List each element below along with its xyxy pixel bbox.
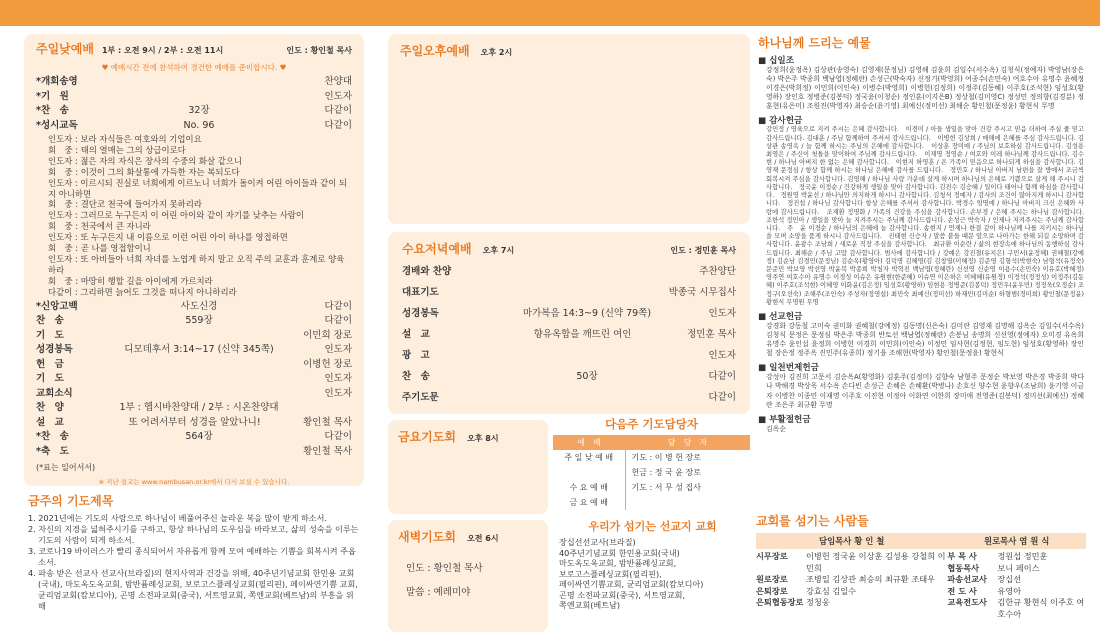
order-label: 기 도 — [36, 329, 64, 341]
dawn-leader: 인도 : 황인철 목사 — [406, 563, 483, 574]
prayer-list — [28, 513, 360, 612]
prayer-item: 1. 2021년에는 기도의 사람으로 하나님이 베풀어주신 놀라운 복을 많이 받게 하소서. — [28, 513, 327, 523]
order-row — [402, 324, 736, 345]
order-row — [36, 445, 352, 460]
order-content: 사도신경 — [180, 300, 218, 312]
order-row — [36, 358, 352, 373]
afternoon-title: 주일오후예배 — [400, 44, 470, 58]
order-label: 찬 송 — [36, 315, 64, 327]
order-person: 인도자 — [324, 373, 352, 385]
next-person: 기도 : 서 무 성 집사 — [631, 483, 702, 492]
next-week-prayer — [553, 416, 750, 510]
friday-prayer-panel — [388, 420, 548, 514]
order-label: 설 교 — [36, 416, 64, 428]
order-person: 이민희 장로 — [303, 329, 352, 341]
order-row — [402, 303, 736, 324]
order-row — [36, 75, 352, 90]
order-label: 대표기도 — [402, 287, 439, 298]
mission-line: 곤명 소전파교회(중국), 서트영교회, — [559, 589, 686, 600]
reading-line: 회 중 : 이것이 그의 화살통에 가득한 자는 복되도다 — [48, 166, 240, 177]
order-row — [36, 300, 352, 315]
servant-role: 은퇴장로 — [756, 585, 788, 596]
offering-name — [758, 54, 1084, 66]
next-service: 수 요 예 배 — [553, 480, 625, 495]
order-person: 다같이 — [708, 392, 736, 403]
missions — [555, 518, 750, 611]
sermon-archive-note: ※ 지난 설교는 www.nambusan.or.kr에서 다시 보실 수 있습니다. — [98, 478, 290, 487]
wednesday-time: 오후 7시 — [482, 246, 515, 255]
next-col-service: 예 배 — [577, 438, 601, 447]
order-person: 황인철 목사 — [303, 416, 352, 428]
reading-line: 회 중 : 태의 열매는 그의 상급이로다 — [48, 144, 186, 155]
prayer-topics — [28, 492, 360, 612]
friday-title: 금요기도회 — [398, 430, 456, 444]
next-row — [553, 465, 750, 480]
pastors-list — [947, 551, 1086, 620]
afternoon-worship-panel — [388, 34, 750, 224]
reading-line: 인도자 : 그러므로 누구든지 이 어린 아이와 같이 자기를 낮추는 사람이 — [48, 210, 304, 221]
order-label: *개회송영 — [36, 76, 78, 87]
order-label: 찬 양 — [36, 402, 64, 414]
order-row — [36, 314, 352, 329]
order-row — [402, 366, 736, 387]
order-label: *찬 송 — [36, 105, 69, 116]
mission-line: 40주년기념교회 한민용교회(국내) — [559, 547, 680, 558]
order-row — [36, 430, 352, 445]
top-banner — [0, 0, 1100, 26]
senior-pastor: 담임목사 황 인 철 — [819, 536, 885, 546]
wednesday-order-list — [402, 261, 736, 408]
order-row — [36, 387, 352, 402]
mission-line: 쪽엔교회(베트남) — [559, 600, 621, 610]
wednesday-title: 수요저녁예배 — [402, 242, 472, 256]
order-person: 찬양대 — [324, 76, 352, 87]
reading-line: 인도자 : 이르시되 진실로 너희에게 이르노니 너희가 돌이켜 어린 아이들과 같이 되지 아니하면 — [48, 177, 348, 199]
servant-role: 협동목사 — [947, 562, 980, 573]
reading-line: 인도자 : 또 아비들아 너희 자녀를 노엽게 하지 말고 오직 주의 교훈과 훈계로 양육하라 — [48, 253, 345, 275]
morning-order-list-2 — [36, 300, 352, 460]
servant-names: 정청웅 — [806, 597, 830, 607]
servant-row — [756, 574, 947, 586]
servant-names: 조병일 김상관 최승의 최규환 조태우 — [806, 574, 936, 584]
footnote: (*표는 일어서서) — [36, 463, 96, 473]
servant-names: 강효심 김일수 — [806, 585, 857, 596]
next-service — [553, 465, 625, 480]
order-row — [402, 345, 736, 366]
order-person: 다같이 — [324, 431, 352, 443]
order-row — [402, 282, 736, 303]
reading-line: 회 중 : 결단코 천국에 들어가지 못하리라 — [48, 199, 202, 210]
reading-line: 회 중 : 곧 나를 영접함이니 — [48, 243, 151, 254]
mission-line: 마도옥도옥교회, 밤반퓸례싱교회, — [559, 558, 677, 568]
order-row — [36, 329, 352, 344]
offering-section — [758, 361, 1084, 409]
order-content: No. 96 — [183, 119, 215, 131]
mission-line: 보로고스플레싱교회(필리핀), — [559, 568, 662, 579]
order-label: 헌 금 — [36, 358, 64, 370]
servant-names: 유영아 — [997, 585, 1022, 596]
order-label: 주기도문 — [402, 392, 439, 403]
mission-line: 장십선선교사(브라질) — [559, 537, 636, 547]
order-row — [36, 343, 352, 358]
dawn-word: 말씀 : 예레미야 — [406, 587, 471, 598]
servant-names: 장십선 — [997, 574, 1022, 584]
next-table — [553, 435, 750, 510]
offering-names: 김옥순 — [766, 424, 786, 433]
servant-row — [947, 563, 1086, 575]
order-label: 성경봉독 — [402, 308, 439, 319]
order-label: 교회소식 — [36, 387, 73, 399]
friday-time: 오후 8시 — [467, 434, 499, 443]
missions-list — [555, 537, 750, 611]
servant-role: 교육전도사 — [947, 597, 987, 607]
order-person: 황인철 목사 — [303, 445, 352, 457]
offering-name — [758, 361, 1084, 373]
servant-names: 이병헌 정국윤 이상훈 김성용 강철희 이민희 — [806, 551, 946, 573]
offering-sections — [758, 54, 1091, 434]
order-label: *성시교독 — [36, 119, 78, 131]
church-servants — [756, 512, 1086, 620]
order-label: 성경봉독 — [36, 344, 73, 356]
offering-label: 일천번제헌금 — [769, 363, 819, 374]
responsive-reading — [36, 134, 352, 298]
order-row — [36, 104, 352, 119]
reading-line: 인도자 : 보라 자식들은 여호와의 기업이요 — [48, 134, 202, 144]
next-person — [625, 495, 750, 510]
offering-name — [758, 413, 1084, 425]
servant-role: 원로장로 — [756, 574, 788, 584]
order-label: 경배와 찬양 — [402, 266, 452, 277]
order-person: 정민훈 목사 — [687, 329, 736, 340]
reading-line: 인도자 : 또 누구든지 내 이름으로 이런 어린 아이 하나를 영접하면 — [48, 232, 288, 243]
next-person: 헌금 : 정 국 윤 장로 — [631, 468, 702, 477]
offering-section — [758, 114, 1091, 306]
order-label: 설 교 — [402, 329, 430, 340]
order-person: 다같이 — [708, 371, 736, 382]
servant-role: 전 도 사 — [947, 585, 977, 596]
order-person: 다같이 — [324, 105, 352, 116]
order-content: 1부 : 헵시바찬양대 / 2부 : 시온찬양대 — [119, 402, 279, 414]
order-person: 박종국 시무집사 — [668, 287, 736, 298]
order-label: *기 원 — [36, 90, 69, 102]
wednesday-leader: 인도 : 정민훈 목사 — [670, 246, 736, 255]
morning-leader: 인도 : 황인철 목사 — [286, 46, 352, 55]
order-content: 또 어려서부터 성경을 알았나니! — [128, 416, 261, 428]
bullet-icon: ■ — [758, 116, 770, 127]
order-row — [402, 261, 736, 282]
order-row — [36, 416, 352, 431]
order-content: 마가복음 14:3~9 (신약 79쪽) — [522, 308, 652, 319]
servant-role: 파송선교사 — [947, 574, 987, 584]
order-label: *축 도 — [36, 445, 69, 457]
order-content: 32장 — [188, 105, 210, 116]
next-row — [553, 480, 750, 495]
offering-name — [758, 114, 1084, 126]
order-row — [36, 372, 352, 387]
order-row — [36, 119, 352, 134]
order-person: 이병헌 장로 — [303, 358, 352, 370]
servant-row — [756, 597, 947, 609]
offering-section — [758, 310, 1084, 358]
order-label: 기 도 — [36, 373, 64, 385]
prayer-item: 4. 파송 받은 선교사 선교사(브라질)의 현지사역과 건강을 위해, 40주년기념교회 한민용 교회(국내), 마도옥도옥교회, 밤반퓸례싱교회, 보로고스플레싱교회(필리핀), 페이싸연기쁨 교회, 균리엄교회(캄보디아), 곤명 소전파교회(중국), 서트영교회, 쪽엔교회(베트남)의 부흥을 위해 — [28, 568, 358, 611]
order-person: 주찬양단 — [699, 266, 736, 277]
offerings — [758, 34, 1091, 437]
offering-section — [758, 54, 1084, 111]
offering-label: 십일조 — [769, 56, 795, 66]
order-content: 향유옥합을 깨뜨린 여인 — [533, 329, 632, 340]
servant-names: 김한규 황현식 이주호 여호수아 — [997, 597, 1085, 619]
order-content: 559장 — [185, 315, 213, 327]
servant-role: 은퇴협동장로 — [756, 597, 804, 607]
servant-role: 시무장로 — [756, 551, 788, 561]
offering-names: 강성아 김진희 고문서 김순옥A(황영화) 김훈주(김정미) 김향숙 남형주 문정순 박보영 박은경 박종희 박다나 박해경 박상욱 서수옥 손다빈 손성근 손혜은 손혜환(박병나) 손호신 양수현 윤향우(조남희) 윤기영 이금자 이병찬 이종민 이재명 이주호 이진현 이정아 이화연 이한희 장미애 전영준(김봉덕) 정미선(최예신) 정혜란 조은주 최규환 무명 — [766, 373, 1084, 409]
wednesday-worship-panel — [388, 232, 750, 414]
servant-row — [947, 597, 1086, 620]
offerings-title: 하나님께 드리는 예물 — [758, 36, 871, 50]
next-row — [553, 450, 750, 465]
emeritus-pastor: 원로목사 염 원 식 — [983, 536, 1050, 546]
reading-line: 회 중 : 천국에서 큰 자니라 — [48, 221, 151, 232]
reading-line: 회 중 : 마땅히 행할 길을 아이에게 가르치라 — [48, 275, 213, 286]
prayer-title: 금주의 기도제목 — [28, 494, 114, 508]
next-service: 금 요 예 배 — [553, 495, 625, 510]
offering-names: 강경화 강동철 고미숙 권미화 권혜철(강예정) 김동명(신은숙) 김미란 김영재 김명해 김옥순 김일수(서수옥) 김청식 문정은 문정심 박은주 박종희 반토선 백남엽(정혜란) 손봉님 송명희 신선영(정예자) 오미경 유옥희 유명수 윤인섭 윤정희 이병헌 이경희 이민희(이인숙) 이정민 임사현(김정현, 임도현) 임성호(황영하) 장인철 장은정 정주옥 진민주(유종희) 정기융 조해현(박영자) 황인철(문정윤) 황현식 — [766, 321, 1084, 358]
dawn-title: 새벽기도회 — [398, 530, 456, 544]
bullet-icon: ■ — [758, 311, 770, 322]
servant-row — [756, 586, 947, 598]
servant-row — [756, 551, 947, 574]
order-content: 50장 — [576, 371, 598, 382]
order-person: 다같이 — [324, 315, 352, 327]
bullet-icon: ■ — [758, 414, 770, 425]
order-row — [36, 90, 352, 105]
morning-title: 주일낮예배 — [36, 42, 94, 56]
offering-label: 부활절헌금 — [769, 414, 811, 425]
order-person: 인도자 — [708, 308, 736, 319]
order-label: 광 고 — [402, 350, 430, 361]
missions-title: 우리가 섬기는 선교지 교회 — [588, 520, 717, 533]
next-col-person: 담 당 자 — [667, 438, 708, 447]
morning-times: 1부 : 오전 9시 / 2부 : 오전 11시 — [101, 46, 224, 55]
prayer-item: 2. 자신의 지경을 넓혀주시기를 구하고, 항상 하나님의 도우심을 바라보고, 삶의 성숙을 이루는 기도의 사람이 되게 하소서. — [28, 524, 359, 545]
servants-title: 교회를 섬기는 사람들 — [756, 514, 869, 528]
order-person: 다같이 — [324, 119, 352, 131]
servant-row — [947, 574, 1086, 586]
bullet-icon: ■ — [758, 56, 770, 66]
dawn-time: 오전 6시 — [467, 534, 499, 543]
morning-notice: ♥ 예배시간 전에 참석하여 경건한 예배를 준비합시다. ♥ — [101, 63, 287, 72]
next-row — [553, 495, 750, 510]
order-row — [36, 401, 352, 416]
servant-role: 부 목 사 — [947, 551, 977, 561]
offering-names: 강정희(윤정옥) 김상관(송영숙) 김영재(문정님) 김영해 김윤희 김일수(서수옥) 김청식(정예자) 박영남(장은숙) 박은주 박종희 백남엽(정혜란) 손성근(박숙자) 신정기(박영희) 여종수(손민숙) 여호수아 유명수 윤혜정 이경은(박희정) 이민희(이인숙) 이병수(박영희) 이병헌(김정희) 이정주(김동혜) 이주호(조석현) 임성호(황영하) 장인호 정병준(김봉덕) 정국윤(이청순) 정인훈(이지은B) 정상철(김미영C) 정성민 정의향(김경분) 정훈현(유은미) 조원진(박영자) 최승순(윤기영) 최예신(정미선) 최해순 황인철(문정윤) 황현식 무명 — [766, 66, 1084, 111]
servant-row — [947, 586, 1086, 598]
order-label: 찬 송 — [402, 371, 430, 382]
servant-names: 정원섭 정민훈 — [997, 551, 1048, 561]
reading-line: 다같이 : 그리하면 늙어도 그것을 떠나지 아니하리라 — [48, 286, 237, 297]
mission-line: 페이싸연기쁨교회, 균리엄교회(캄보디아) — [559, 579, 704, 589]
morning-worship-panel — [24, 34, 364, 486]
offering-label: 감사헌금 — [769, 116, 803, 127]
dawn-prayer-panel — [388, 520, 548, 632]
order-person: 인도자 — [324, 344, 352, 356]
next-service: 주 일 낮 예 배 — [553, 450, 625, 465]
afternoon-time: 오후 2시 — [480, 48, 513, 57]
order-content: 디모데후서 3:14~17 (신약 345쪽) — [124, 344, 274, 356]
offering-names: 강민정 / 영육으로 지켜 주시는 은혜 감사합니다. 이경미 / 아들 생일을 맞아 건강 주시고 믿음 더하여 주실 줄 믿고 감사드립니다. 김대훈 / 주님 함께하여 주셔서 감사드립니다. 이병헌 김상희 / 매해에 은혜를 주심 감사드립니다. 김상관 송영옥 / 늘 함께 하시는 주님의 은혜에 감사합니다. 이상훈 장미애 / 주님의 보호하심 감사드립니다. 김성용 최영은 / 주신이 첫돌을 맞이하여 주님께 감사드립니다. 이재명 정영순 / 여호와 이레 하나님께 감사드립니다. 김수현 / 하나님 아버지 한 없는 은혜 감사합니다. 이현지 하영훈 / 온 가족이 믿음으로 하나되게 하심을 감사합니다. 김영재 문정심 / 항상 함께 하시는 하나님 은혜에 감사를 드립니다. 정민호 / 하나님 아버지 남편을 잘 방에서 조금씩 회복시켜 주심을 감사합니다. 김영해 / 하나님 사랑 가운데 살게 하시며 하나님의 은혜로 기쁨으로 살게 해 주시니 감사합니다. 정국윤 이정순 / 건강하게 생일을 맞아 감사합니다. 김진수 김승혜 / 일이다 태어나 함께 하심을 감사합니다. 정원영 박윤선 / 하나님만 의지하게 하시니 감사합니다. 김청식 정예자 / 감사의 조건이 많아지게 하시니 감사합니다. 정진섭 / 하나님 감사합니다 항상 은혜를 주셔서 감사합니다. 박경수 임명애 / 하나님 아버지 크신 은혜와 사랑에 감사드립니다. 조재환 정명화 / 가족의 건강을 주심을 감사합니다. 손부경 / 은혜 주시는 하나님 감사합니다. 조한석 정민아 / 생일을 맞아 늘 지켜주시는 주님께 감사드립니다. 손성근 박숙자 / 인제나 지켜주시는 주님께 감사합니다. 주 윤 이경순 / 하나님의 은혜에 늘 감사합니다. 송현지 / 언제나 한결 같이 하나님께 나를 지키시는 하나님을 모며 소망을 품게 하시니 감사드립니다. 진태현 신승자 / 말씀 붙들 때문 앞으로 나아가는 한해 되길 소망하며 감사합니다. 윤광수 조남희 / 새로운 직장 주심을 감사합니다. 최규환 이순란 / 삶의 현장속에 하나님의 동행하심 감사드립니다. 최해순 / 주님 고맙 감사합니다. 범사에 감사합니다 / 강예은 강진철(유지은) 구민서(윤정혜) 권혜철(강예정) 김순남 김경민(문정님) 김순옥(황영아) 김덕명 김혜영(김 김창열(이혜정) 김준영 김형석(박현숙) 남형석(유정숙) 문준민 박보영 박선영 박윤복 박종희 박청자 박혁진 백남엽(정혜란) 신선영 신순영 이용수(손민숙) 이유호(박혜정) 영주연 여호수아 유명수 이경성 이슈은 유원현(한준혜) 이슈연 이은하은 이혜혜(유원정) 이정석(정정성) 이정주(김동혜) 이주호(조석현) 이혜영 이화윤(김은정) 임성호(황영하) 임현용 정병준(김봉덕) 정민우(윤우민) 정정욱(오정순) 조정구(오선숙) 조해주(조인숙) 주성자(정영섭) 최민숙 최예신(정미선) 하재민(김미순) 하형범(정미희) 황인철(문정윤) 황현식 무명원 무명 — [766, 126, 1091, 306]
order-row — [402, 387, 736, 408]
servant-names: 보니 페이스 — [997, 562, 1040, 573]
offering-section — [758, 413, 1084, 434]
next-title: 다음주 기도담당자 — [605, 417, 698, 431]
offering-label: 선교헌금 — [769, 311, 803, 322]
next-person: 기도 : 이 병 헌 장로 — [631, 453, 702, 462]
prayer-item: 3. 코로나19 바이러스가 빨리 종식되어서 자유롭게 함께 모여 예배하는 기쁨을 회복시켜 주옵소서. — [28, 546, 356, 567]
order-person: 인도자 — [708, 350, 736, 361]
morning-order-list — [36, 75, 352, 133]
order-content: 564장 — [185, 431, 213, 443]
reading-line: 인도자 : 젊은 자의 자식은 장사의 수중의 화살 같으니 — [48, 155, 243, 166]
offering-name — [758, 310, 1084, 322]
order-person: 인도자 — [324, 90, 352, 102]
order-person: 인도자 — [324, 387, 352, 399]
order-label: *찬 송 — [36, 431, 69, 443]
servant-row — [947, 551, 1086, 563]
bullet-icon: ■ — [758, 363, 770, 374]
order-label: *신앙고백 — [36, 300, 78, 312]
elders-list — [756, 551, 947, 620]
order-person: 다같이 — [324, 300, 352, 312]
